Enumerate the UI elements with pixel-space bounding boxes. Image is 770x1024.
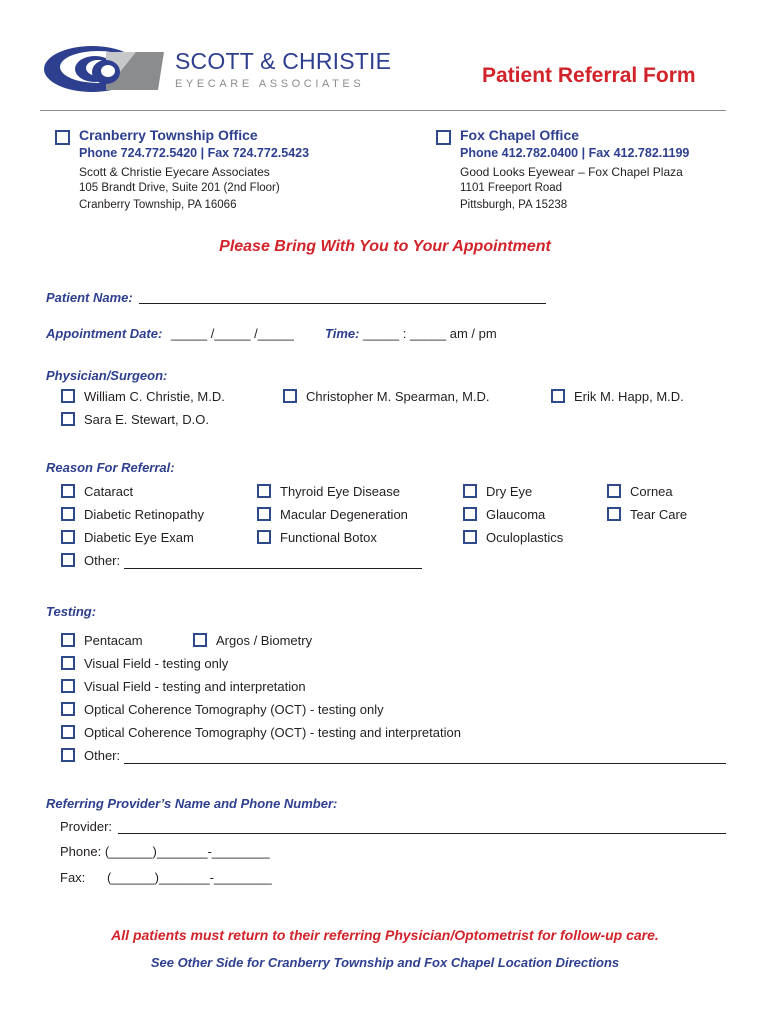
physician-label: Physician/Surgeon: <box>46 368 168 383</box>
return-notice: All patients must return to their referring Physician/Optometrist for follow-up care. <box>111 927 659 943</box>
reason-checkbox-cornea[interactable] <box>607 484 621 498</box>
logo-name: SCOTT & CHRISTIE <box>175 48 392 74</box>
reason-option-oculoplastics: Oculoplastics <box>486 530 564 545</box>
provider-section-label: Referring Provider’s Name and Phone Number: <box>46 796 338 811</box>
office-line2-fox-chapel: 1101 Freeport Road <box>460 182 563 194</box>
reason-option-dry-eye: Dry Eye <box>486 484 533 499</box>
office-title-fox-chapel: Fox Chapel Office <box>460 127 580 143</box>
patient-name-field[interactable] <box>139 303 546 304</box>
reason-label: Reason For Referral: <box>46 460 175 475</box>
physician-option-stewart: Sara E. Stewart, D.O. <box>84 412 209 427</box>
reason-checkbox-tear-care[interactable] <box>607 507 621 521</box>
logo <box>40 42 392 97</box>
physician-checkbox-stewart[interactable] <box>61 412 75 426</box>
reason-option-macular: Macular Degeneration <box>280 507 408 522</box>
form-title: Patient Referral Form <box>482 64 696 87</box>
testing-option-vf-testing: Visual Field - testing only <box>84 656 229 671</box>
reason-checkbox-diabetic-exam[interactable] <box>61 530 75 544</box>
reason-option-botox: Functional Botox <box>280 530 377 545</box>
physician-option-christie: William C. Christie, M.D. <box>84 389 225 404</box>
office-line2-cranberry: 105 Brandt Drive, Suite 201 (2nd Floor) <box>79 182 280 194</box>
testing-other-field[interactable] <box>124 763 726 764</box>
reason-option-diabetic-retinopathy: Diabetic Retinopathy <box>84 507 204 522</box>
testing-checkbox-vf-interpretation[interactable] <box>61 679 75 693</box>
time-field[interactable]: _____ : _____ am / pm <box>363 326 497 341</box>
reason-checkbox-thyroid[interactable] <box>257 484 271 498</box>
reason-option-tear-care: Tear Care <box>630 507 688 522</box>
office-line1-fox-chapel: Good Looks Eyewear – Fox Chapel Plaza <box>460 165 683 179</box>
testing-checkbox-argos[interactable] <box>193 633 207 647</box>
appointment-date-field[interactable]: _____ /_____ /_____ <box>171 326 294 341</box>
provider-fax-field[interactable]: Fax: (______)_______-________ <box>60 870 272 885</box>
testing-option-other: Other: <box>84 748 121 763</box>
testing-checkbox-pentacam[interactable] <box>61 633 75 647</box>
testing-checkbox-vf-testing[interactable] <box>61 656 75 670</box>
reason-option-cataract: Cataract <box>84 484 134 499</box>
physician-option-spearman: Christopher M. Spearman, M.D. <box>306 389 490 404</box>
logo-mark-icon <box>40 42 170 97</box>
logo-subtitle: EYECARE ASSOCIATES <box>175 78 365 90</box>
provider-phone-field[interactable]: Phone: (______)_______-________ <box>60 844 270 859</box>
reason-checkbox-dry-eye[interactable] <box>463 484 477 498</box>
reason-checkbox-other[interactable] <box>61 553 75 567</box>
office-phone-fox-chapel: Phone 412.782.0400 | Fax 412.782.1199 <box>460 146 690 160</box>
office-line3-cranberry: Cranberry Township, PA 16066 <box>79 199 237 211</box>
office-checkbox-fox-chapel[interactable] <box>436 130 451 145</box>
testing-checkbox-other[interactable] <box>61 748 75 762</box>
testing-option-pentacam: Pentacam <box>84 633 143 648</box>
physician-checkbox-spearman[interactable] <box>283 389 297 403</box>
testing-checkbox-oct-interpretation[interactable] <box>61 725 75 739</box>
reason-checkbox-botox[interactable] <box>257 530 271 544</box>
physician-checkbox-christie[interactable] <box>61 389 75 403</box>
office-phone-cranberry: Phone 724.772.5420 | Fax 724.772.5423 <box>79 146 310 160</box>
reason-checkbox-oculoplastics[interactable] <box>463 530 477 544</box>
reason-other-field[interactable] <box>124 568 422 569</box>
provider-label: Provider: <box>60 819 113 834</box>
testing-option-argos: Argos / Biometry <box>216 633 313 648</box>
reason-checkbox-cataract[interactable] <box>61 484 75 498</box>
physician-option-happ: Erik M. Happ, M.D. <box>574 389 684 404</box>
testing-option-oct-interpretation: Optical Coherence Tomography (OCT) - testing and interpretation <box>84 725 461 740</box>
physician-checkbox-happ[interactable] <box>551 389 565 403</box>
time-label: Time: <box>325 326 360 341</box>
appointment-date-label: Appointment Date: <box>46 326 163 341</box>
reason-checkbox-macular[interactable] <box>257 507 271 521</box>
testing-label: Testing: <box>46 604 97 619</box>
reason-option-glaucoma: Glaucoma <box>486 507 546 522</box>
testing-option-oct-testing: Optical Coherence Tomography (OCT) - testing only <box>84 702 384 717</box>
patient-name-label: Patient Name: <box>46 290 133 305</box>
reason-checkbox-diabetic-retinopathy[interactable] <box>61 507 75 521</box>
office-line3-fox-chapel: Pittsburgh, PA 15238 <box>460 199 568 211</box>
reason-option-thyroid: Thyroid Eye Disease <box>280 484 400 499</box>
reason-checkbox-glaucoma[interactable] <box>463 507 477 521</box>
reason-option-other: Other: <box>84 553 121 568</box>
see-other-side-note: See Other Side for Cranberry Township and Fox Chapel Location Directions <box>150 955 620 970</box>
testing-option-vf-interpretation: Visual Field - testing and interpretation <box>84 679 306 694</box>
reason-option-cornea: Cornea <box>630 484 673 499</box>
office-line1-cranberry: Scott & Christie Eyecare Associates <box>79 165 270 179</box>
header-divider <box>40 110 726 111</box>
bring-notice: Please Bring With You to Your Appointment <box>219 238 551 255</box>
office-title-cranberry: Cranberry Township Office <box>79 127 258 143</box>
testing-checkbox-oct-testing[interactable] <box>61 702 75 716</box>
reason-option-diabetic-exam: Diabetic Eye Exam <box>84 530 194 545</box>
provider-field[interactable] <box>118 833 726 834</box>
office-checkbox-cranberry[interactable] <box>55 130 70 145</box>
